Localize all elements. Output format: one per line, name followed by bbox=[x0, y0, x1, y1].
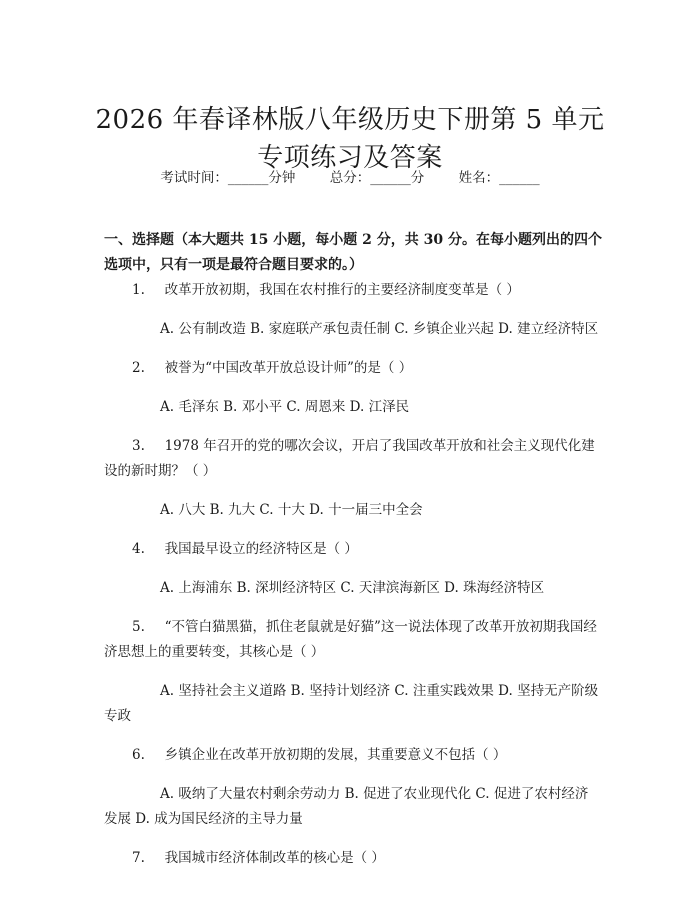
question-text: “不管白猫黑猫，抓住老鼠就是好猫”这一说法体现了改革开放初期我国经济思想上的重要转变，其核心是（ ） bbox=[104, 619, 597, 660]
question-stem bbox=[104, 846, 600, 871]
question-text: 我国城市经济体制改革的核心是（ ） bbox=[164, 850, 385, 866]
total-score-label: 总分： bbox=[329, 170, 371, 186]
question-text: 1978 年召开的党的哪次会议，开启了我国改革开放和社会主义现代化建设的新时期？（ ） bbox=[104, 438, 595, 479]
question-options: A. 上海浦东 B. 深圳经济特区 C. 天津滨海新区 D. 珠海经济特区 bbox=[160, 580, 545, 596]
question-options: A. 坚持社会主义道路 B. 坚持计划经济 C. 注重实践效果 D. 坚持无产阶级专政 bbox=[104, 683, 599, 724]
question-stem bbox=[104, 434, 600, 484]
page-title: 2026 年春译林版八年级历史下册第 5 单元专项练习及答案 bbox=[95, 105, 605, 174]
exam-time-unit: 分钟 bbox=[268, 170, 296, 186]
student-name-blank: ______ bbox=[499, 170, 540, 186]
question-number: 5. bbox=[132, 619, 145, 635]
exam-time-blank: ______ bbox=[227, 170, 269, 186]
exam-time-label: 考试时间： bbox=[160, 170, 228, 186]
question-number: 2. bbox=[132, 360, 145, 376]
question-number: 6. bbox=[132, 747, 145, 763]
question-number: 1. bbox=[132, 282, 145, 298]
exam-info-line bbox=[0, 168, 700, 188]
question-text: 乡镇企业在改革开放初期的发展，其重要意义不包括（ ） bbox=[164, 747, 507, 763]
question-stem bbox=[104, 278, 600, 303]
section-heading: 一、选择题（本大题共 15 小题，每小题 2 分，共 30 分。在每小题列出的四个选项中，只有一项是最符合题目要求的。） bbox=[104, 232, 602, 273]
question-number: 3. bbox=[132, 438, 145, 454]
question-text: 被誉为“中国改革开放总设计师”的是（ ） bbox=[164, 360, 413, 376]
question-stem bbox=[104, 356, 600, 381]
question-options: A. 公有制改造 B. 家庭联产承包责任制 C. 乡镇企业兴起 D. 建立经济特区 bbox=[160, 321, 599, 337]
question-stem bbox=[104, 615, 600, 665]
question-stem bbox=[104, 743, 600, 768]
total-score-blank: ______ bbox=[370, 170, 411, 186]
question-options: A. 毛泽东 B. 邓小平 C. 周恩来 D. 江泽民 bbox=[160, 399, 410, 415]
question-text: 我国最早设立的经济特区是（ ） bbox=[164, 541, 358, 557]
question-number: 7. bbox=[132, 850, 145, 866]
question-stem bbox=[104, 537, 600, 562]
total-score-unit: 分 bbox=[410, 170, 425, 186]
question-options: A. 八大 B. 九大 C. 十大 D. 十一届三中全会 bbox=[160, 502, 423, 518]
question-number: 4. bbox=[132, 541, 145, 557]
question-text: 改革开放初期，我国在农村推行的主要经济制度变革是（ ） bbox=[164, 282, 520, 298]
question-list bbox=[104, 278, 600, 885]
question-options: A. 吸纳了大量农村剩余劳动力 B. 促进了农业现代化 C. 促进了农村经济发展 D. 成为国民经济的主导力量 bbox=[104, 786, 589, 827]
student-name-label: 姓名： bbox=[458, 170, 500, 186]
